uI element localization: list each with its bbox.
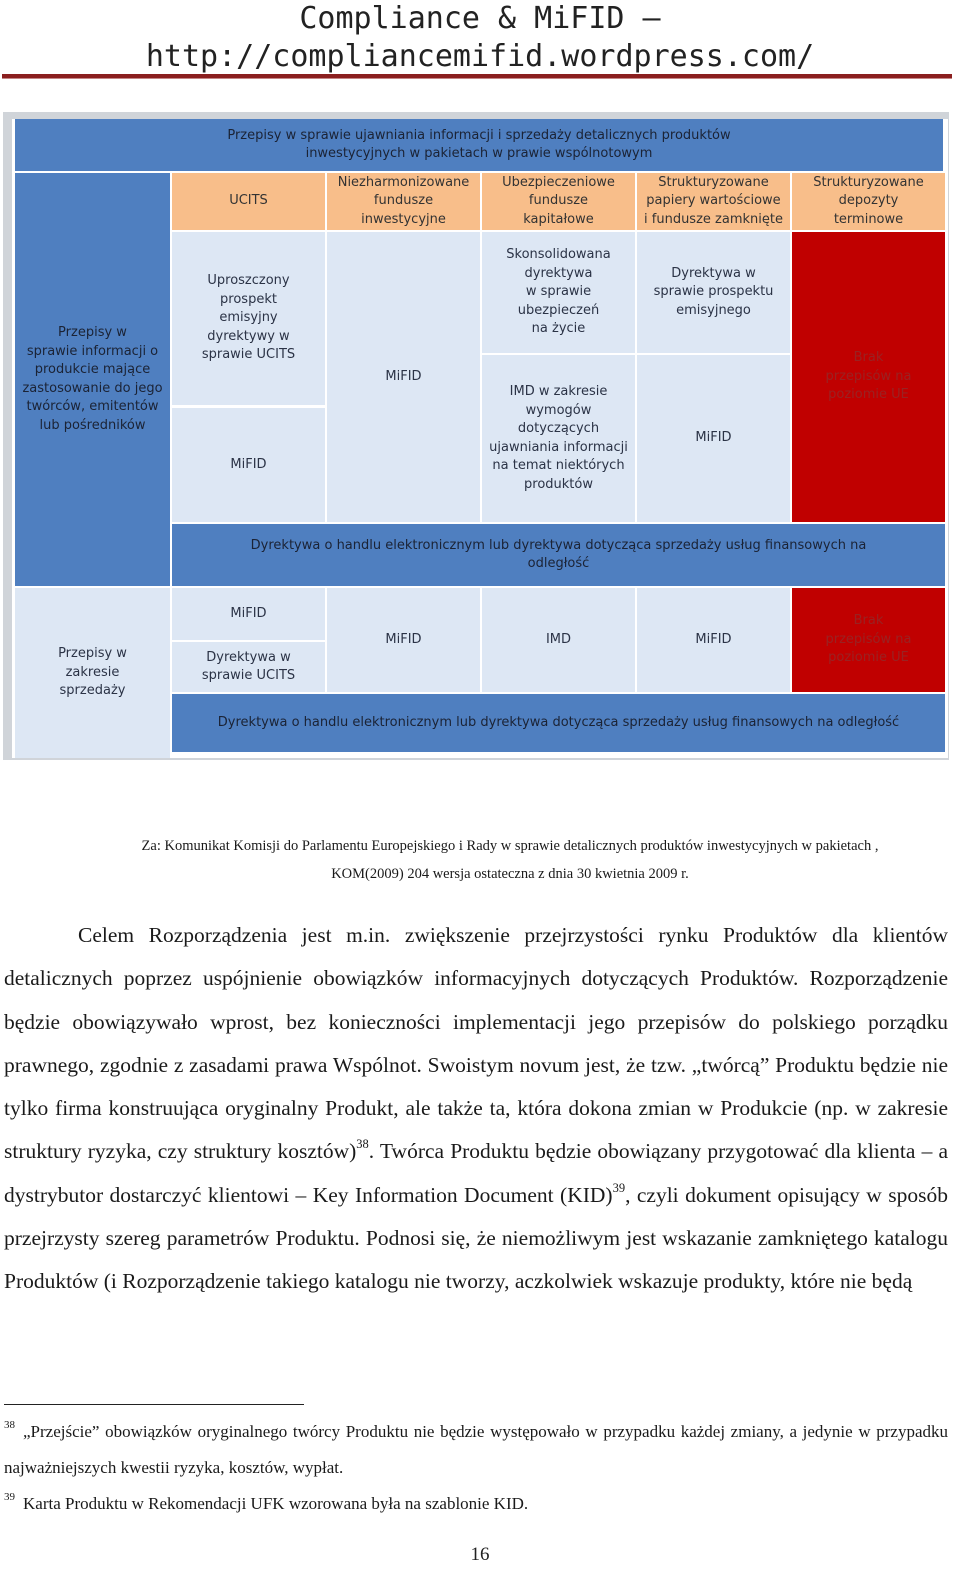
footnote-ref-38[interactable]: 38	[356, 1137, 369, 1152]
cell-r2-struct-mifid: MiFID	[637, 588, 790, 692]
cell-struct-prospectus: Dyrektywa w sprawie prospektu emisyjnego	[637, 232, 790, 353]
page-number: 16	[470, 1544, 490, 1565]
figure-caption	[60, 832, 960, 888]
row-label-sales: Przepisy w zakresie sprzedaży	[15, 588, 170, 758]
footnote-number: 38	[4, 1419, 15, 1431]
cell-struct-mifid: MiFID	[637, 355, 790, 522]
footnote-38	[4, 1414, 948, 1486]
body-text-part-1: Celem Rozporządzenia jest m.in. zwiększenie przejrzystości rynku Produktów dla klientów detalicznych poprzez uspójnienie obowiązków informacyjnych dotyczących Produktów. Rozporządzenie będzie obowiązywało wprost, bez konieczności implementacji jego przepisów do polskiego porządku prawnego, zgodnie z zasadami prawa Wspólnot. Swoistym novum jest, że tzw. „twórcą” Produktu będzie nie tylko firma konstruująca oryginalny Produkt, ale także ta, która dokona zmian w Produkcie (np. w zakresie struktury ryzyka, czy struktury kosztów)	[4, 923, 948, 1164]
footnotes	[4, 1414, 948, 1522]
row1-distance-band: Dyrektywa o handlu elektronicznym lub dyrektywa dotycząca sprzedaży usług finansowych na odległość	[172, 524, 945, 586]
col-header-ucits: UCITS	[172, 173, 325, 230]
cell-depo-none: Brak przepisów na poziomie UE	[792, 232, 945, 522]
footnote-39	[4, 1486, 948, 1522]
body-text-part-3: , czyli dokument opisujący w sposób przejrzysty szereg parametrów Produktu. Podnosi się, że niemożliwym jest wskazanie zamkniętego katalogu Produktów (i Rozporządzenie takiego katalogu nie tworzy, aczkolwiek wskazuje produkty, które nie będą	[4, 1182, 948, 1294]
cell-r2-ucits-directive: Dyrektywa w sprawie UCITS	[172, 642, 325, 692]
footnote-number: 39	[4, 1491, 15, 1503]
col-header-ubezpieczeniowe: Ubezpieczeniowe fundusze kapitałowe	[482, 173, 635, 230]
footnote-ref-39[interactable]: 39	[612, 1180, 626, 1195]
cell-r2-ubezp-imd: IMD	[482, 588, 635, 692]
regulation-diagram	[3, 112, 949, 760]
cell-ucits-prospectus: Uproszczony prospekt emisyjny dyrektywy w sprawie UCITS	[172, 232, 325, 405]
cell-niezh-mifid: MiFID	[327, 232, 480, 522]
col-header-strukturyzowane-papiery: Strukturyzowane papiery wartościowe i fundusze zamknięte	[637, 173, 790, 230]
diagram-canvas	[12, 119, 948, 758]
col-header-strukturyzowane-depozyty: Strukturyzowane depozyty terminowe	[792, 173, 945, 230]
footnote-text: Karta Produktu w Rekomendacji UFK wzorowana była na szablonie KID.	[23, 1494, 529, 1513]
header-divider	[2, 74, 952, 79]
cell-r2-ucits-mifid: MiFID	[172, 588, 325, 640]
cell-ucits-mifid: MiFID	[172, 408, 325, 522]
row2-distance-band: Dyrektywa o handlu elektronicznym lub dyrektywa dotycząca sprzedaży usług finansowych na odległość	[172, 694, 945, 752]
body-text-part-2: . Twórca Produktu będzie obowiązany przygotować dla klienta – a dystrybutor dostarczyć klientowi – Key Information Document (KID)	[4, 1139, 948, 1207]
header-title: Compliance & MiFID –	[299, 1, 661, 36]
footnote-text: „Przejście” obowiązków oryginalnego twórcy Produktu nie będzie występowało w przypadku każdej zmiany, a jedynie w przypadku najważniejszych kwestii ryzyka, kosztów, wypłat.	[4, 1422, 948, 1477]
footnote-separator	[4, 1404, 304, 1405]
cell-r2-niezh-mifid: MiFID	[327, 588, 480, 692]
caption-line-1: Za: Komunikat Komisji do Parlamentu Europejskiego i Rady w sprawie detalicznych produktów inwestycyjnych w pakietach ,	[141, 838, 879, 854]
body-paragraph	[4, 914, 948, 1304]
cell-ubezp-imd: IMD w zakresie wymogów dotyczących ujawniania informacji na temat niektórych produktów	[482, 355, 635, 522]
cell-r2-depo-none: Brak przepisów na poziomie UE	[792, 588, 945, 692]
cell-ubezp-life-directive: Skonsolidowana dyrektywa w sprawie ubezpieczeń na życie	[482, 232, 635, 353]
diagram-top-title: Przepisy w sprawie ujawniania informacji i sprzedaży detalicznych produktów inwestycyjnych w pakietach w prawie wspólnotowym	[15, 119, 943, 171]
header-url: http://compliancemifid.wordpress.com/	[145, 39, 815, 74]
page-header	[0, 0, 960, 75]
row-label-product-info: Przepisy w sprawie informacji o produkcie mające zastosowanie do jego twórców, emitentów lub pośredników	[15, 173, 170, 586]
caption-line-2: KOM(2009) 204 wersja ostateczna z dnia 30 kwietnia 2009 r.	[331, 866, 689, 882]
col-header-niezharmonizowane: Niezharmonizowane fundusze inwestycyjne	[327, 173, 480, 230]
